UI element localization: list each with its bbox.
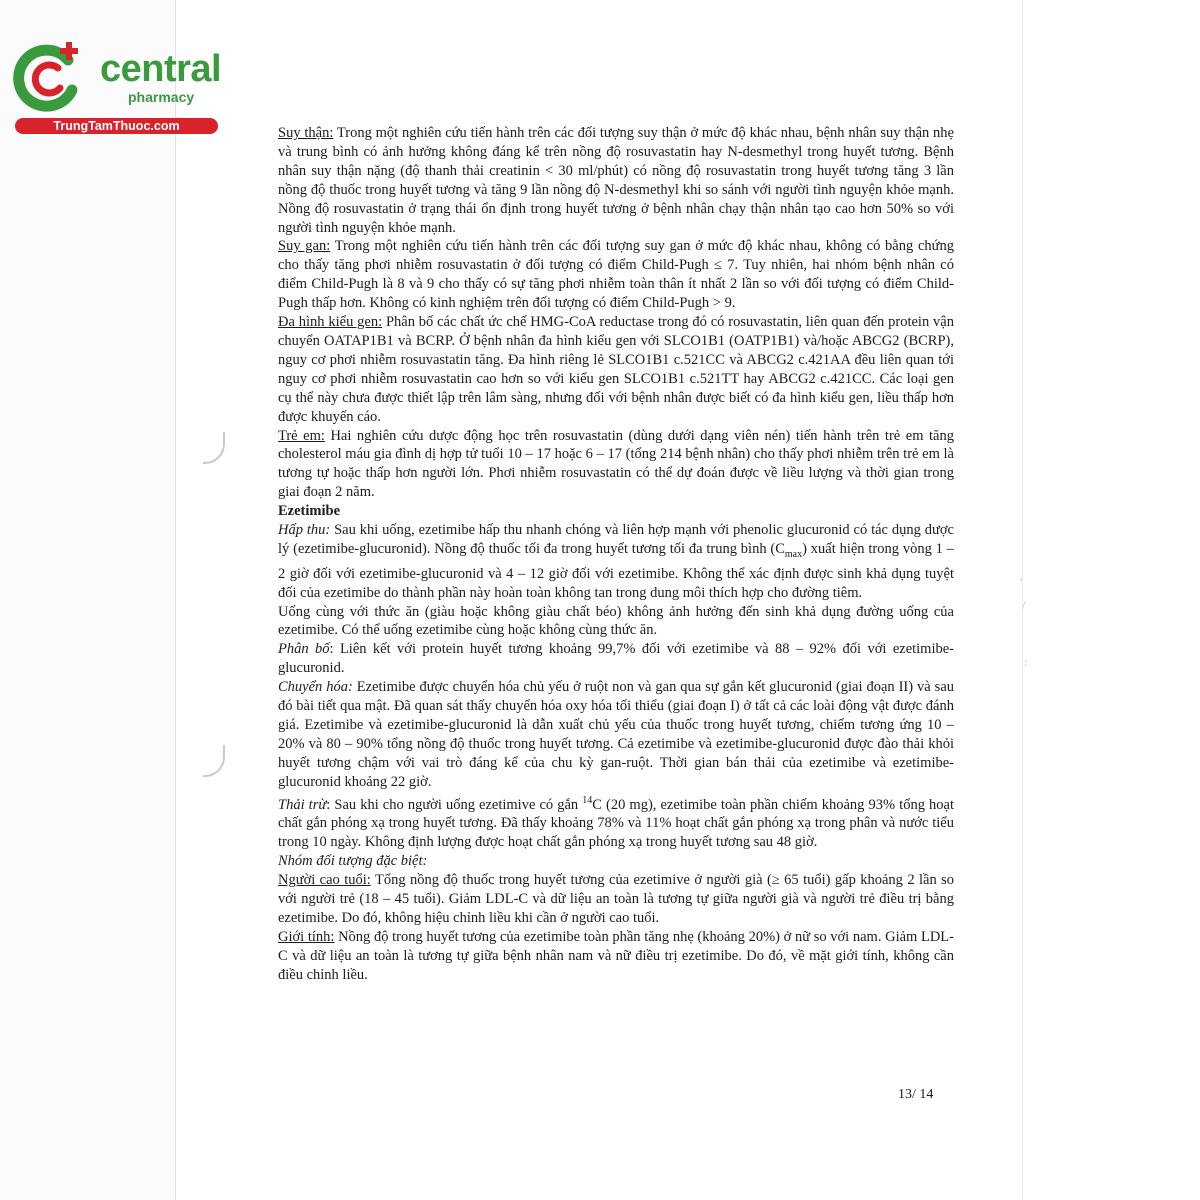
heading-suy-than: Suy thận: [278,125,334,141]
paragraph-thuc-an: Uống cùng với thức ăn (giàu hoặc không giàu chất béo) không ảnh hưởng đến sinh khả dụng đường uống của ezetimibe. Có thể uống ezetimibe cùng hoặc không cùng thức ăn. [278,603,954,639]
paragraph-hap-thu [278,521,954,603]
stamp-trace-mark: / [1022,598,1026,612]
page-number: 13/ 14 [898,1087,934,1102]
heading-nguoi-cao-tuoi: Người cao tuổi: [278,872,371,889]
punch-hole-mark [203,745,225,777]
text-suy-than: Trong một nghiên cứu tiến hành trên các đối tượng suy thận ở mức độ khác nhau, bệnh nhân suy thận nhẹ và trung bình có ảnh hưởng không đáng kể trên nồng độ rosuvastatin hay N-desmethyl trong huyết tương. Bệnh nhân suy thận nặng (độ thanh thải creatinin < 30 ml/phút) có nồng độ rosuvastatin trong huyết tương tăng 3 lần nồng độ thuốc trong huyết tương và tăng 9 lần nồng độ N-desmethyl khi so sánh với người tình nguyện khỏe mạnh. Nồng độ rosuvastatin ở trạng thái ổn định trong huyết tương ở bệnh nhân chạy thận nhân tạo cao hơn 50% so với người tình nguyện khỏe mạnh. [278,125,954,236]
logo-c-icon [10,38,90,118]
heading-tre-em: Trẻ em: [278,427,325,444]
logo-brand-sub: pharmacy [128,89,195,105]
scan-edge-line [175,0,176,1200]
heading-suy-gan: Suy gan: [278,238,331,255]
heading-chuyen-hoa: Chuyển hóa: [278,679,353,696]
punch-hole-mark [203,432,225,464]
text-phan-bo: : Liên kết với protein huyết tương khoảng 99,7% đối với ezetimibe và 88 – 92% đối với ezetimibe-glucuronid. [278,641,955,677]
text-tre-em: Hai nghiên cứu dược động học trên rosuvastatin (dùng dưới dạng viên nén) tiến hành trên trẻ em tăng cholesterol máu gia đình dị hợp tử tuổi 10 – 17 hoặc 6 – 17 (tổng 214 bệnh nhân) cho thấy phơi nhiễm trên trẻ em là tương tự hoặc thấp hơn người lớn. Phơi nhiễm rosuvastatin có thể dự đoán được về liều lượng và thời gian trong giai đoạn 2 năm. [278,427,954,501]
heading-nhom-doi-tuong: Nhóm đối tượng đặc biệt: [278,853,428,870]
paragraph-thai-tru [278,792,954,853]
pharmacy-logo[interactable] [10,38,222,138]
superscript-14: 14 [582,794,593,806]
heading-phan-bo: Phân bố [278,641,330,658]
heading-thai-tru: Thải trừ [278,796,327,813]
paragraph-tre-em [278,427,954,503]
scan-margin [0,0,175,1200]
paragraph-phan-bo [278,640,954,678]
logo-website: TrungTamThuoc.com [15,118,218,134]
heading-hap-thu: Hấp thu: [278,522,331,539]
paragraph-nguoi-cao-tuoi [278,871,954,928]
text-chuyen-hoa: Ezetimibe được chuyển hóa chủ yếu ở ruột non và gan qua sự gắn kết glucuronid (giai đoạn II) và sau đó bài tiết qua mật. Đã quan sát thấy chuyển hóa oxy hóa tối thiểu (giai đoạn I) ở tất cả các loài động vật được đánh giá. Ezetimibe và ezetimibe-glucuronid là dẫn xuất chủ yếu của thuốc trong huyết tương, chiếm tương ứng 10 – 20% và 80 – 90% tổng nồng độ thuốc trong huyết tương. Cả ezetimibe và ezetimibe-glucuronid được đào thải khỏi huyết tương chậm với vai trò đáng kể của chu kỳ gan-ruột. Thời gian bán thải của ezetimibe và ezetimibe-glucuronid khoảng 22 giờ. [278,679,955,790]
heading-gioi-tinh: Giới tính: [278,928,335,945]
text-thai-tru-b: C (20 mg), ezetimibe toàn phần chiếm khoảng 93% tổng hoạt chất gắn phóng xạ trong huyết tương. Đã thấy khoảng 78% và 11% hoạt chất gắn phóng xạ trong phân và nước tiểu trong 10 ngày. Không định lượng được hoạt chất gắn phóng xạ trong huyết tương sau 48 giờ. [278,796,954,851]
paragraph-da-hinh [278,313,954,426]
paragraph-gioi-tinh [278,928,954,985]
text-hap-thu-a: Sau khi uống, ezetimibe hấp thu nhanh chóng và liên hợp mạnh với phenolic glucuronid có tác dụng dược lý (ezetimibe-glucuronid). Nồng độ thuốc tối đa trong huyết tương tối đa trung bình (C [278,522,954,557]
document-body [278,124,954,985]
text-hap-thu-b: ) xuất hiện trong vòng 1 – 2 giờ đối với ezetimibe-glucuronid và 4 – 12 giờ đối với ezetimibe. Không thể xác định được sinh khả dụng tuyệt đối của ezetimibe do thành phần này hoàn toàn không tan trong dung môi thích hợp cho đường tiêm. [278,540,954,601]
paragraph-suy-than [278,124,954,237]
section-title: Ezetimibe [278,503,341,520]
text-thai-tru-a: : Sau khi cho người uống ezetimive có gắn [326,796,583,813]
text-gioi-tinh: Nồng độ trong huyết tương của ezetimibe toàn phần tăng nhẹ (khoảng 20%) ở nữ so với nam. Giảm LDL-C và dữ liệu an toàn là tương tự giữa bệnh nhân nam và nữ điều trị ezetimibe. Do đó, về mặt giới tính, không cần điều chỉnh liều. [278,928,954,983]
paragraph-suy-gan [278,237,954,313]
text-suy-gan: Trong một nghiên cứu tiến hành trên các đối tượng suy gan ở mức độ khác nhau, không có bằng chứng cho thấy tăng phơi nhiễm rosuvastatin ở đối tượng có điểm Child-Pugh ≤ 7. Tuy nhiên, hai nhóm bệnh nhân có điểm Child-Pugh là 8 và 9 cho thấy có sự tăng phơi nhiễm toàn thân ít nhất 2 lần so với đối tượng có điểm Child-Pugh thấp hơn. Không có kinh nghiệm trên đối tượng có điểm Child-Pugh > 9. [278,238,955,312]
text-nguoi-cao-tuoi: Tổng nồng độ thuốc trong huyết tương của ezetimive ở người già (≥ 65 tuổi) gấp khoảng 2 lần so với người trẻ (18 – 45 tuổi). Giảm LDL-C và dữ liệu an toàn là tương tự giữa người già và người trẻ điều trị bằng ezetimibe. Do đó, không hiệu chỉnh liều khi cần ở người cao tuổi. [278,872,954,926]
logo-brand-name: central [100,48,222,90]
heading-da-hinh: Đa hình kiểu gen: [278,314,383,331]
stamp-trace-mark: ' [1020,575,1023,589]
paragraph-chuyen-hoa [278,678,954,791]
subscript-max: max [784,548,803,560]
stamp-trace-mark: : [1024,655,1028,669]
text-da-hinh: Phân bố các chất ức chế HMG-CoA reductase trong đó có rosuvastatin, liên quan đến protein vận chuyển OATAP1B1 và BCRP. Ở bệnh nhân đa hình kiểu gen với SLCO1B1 (OATP1B1) và/hoặc ABCG2 (BCRP), nguy cơ phơi nhiễm rosuvastatin tăng. Đa hình riêng lẻ SLCO1B1 c.521CC và ABCG2 c.421AA đều liên quan tới nguy cơ phơi nhiễm rosuvastatin cao hơn so với kiểu gen SLCO1B1 c.521TT hay ABCG2 c.421CC. Các loại gen cụ thể này chưa được thiết lập trên lâm sàng, nhưng đối với bệnh nhân được biết có đa hình kiểu gen, liều thấp hơn được khuyến cáo. [278,314,954,425]
